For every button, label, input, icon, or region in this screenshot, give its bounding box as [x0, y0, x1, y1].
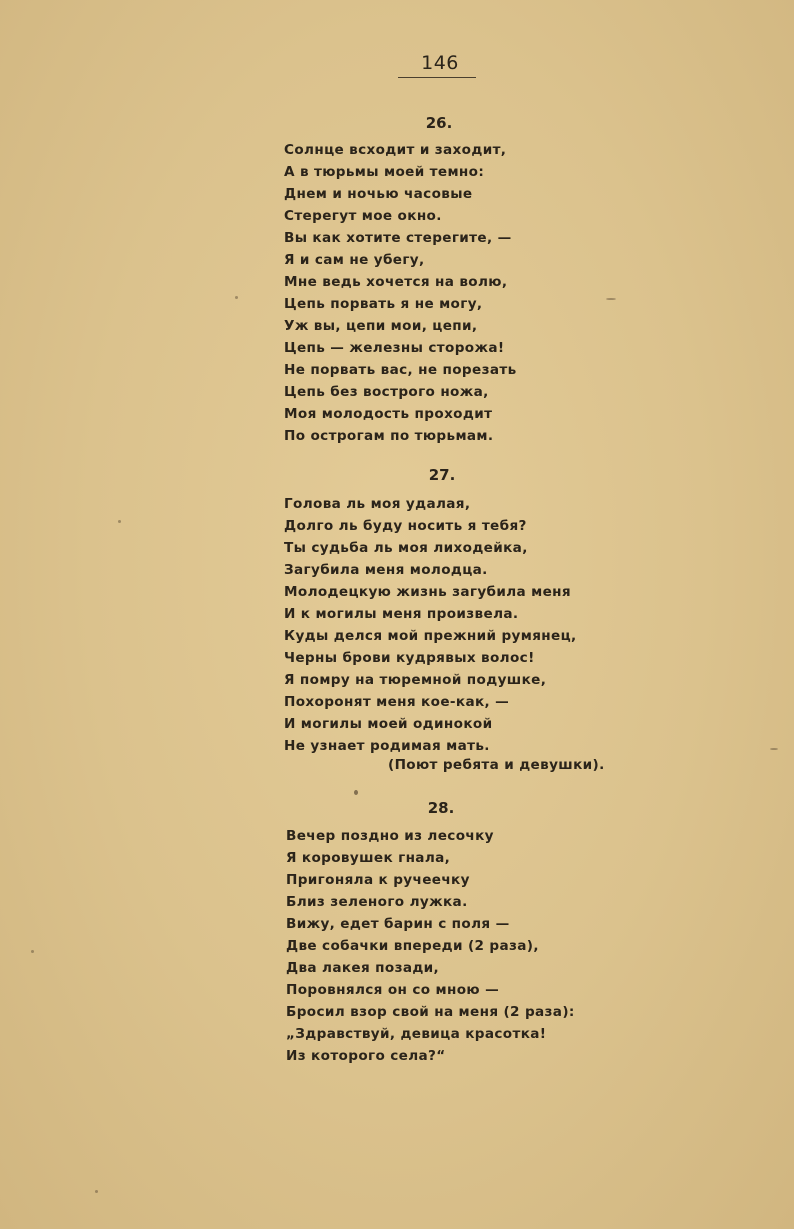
- verse-line: Вижу, едет барин с поля —: [286, 916, 510, 932]
- verse-line: Не порвать вас, не порезать: [284, 362, 517, 378]
- verse-line: Днем и ночью часовые: [284, 186, 473, 202]
- verse-line: Я коровушек гнала,: [286, 850, 451, 866]
- verse-line: И могилы моей одинокой: [284, 716, 493, 732]
- song-28-text: [286, 825, 686, 1067]
- verse-line: Загубила меня молодца.: [284, 562, 488, 578]
- page-number-rule: [398, 77, 476, 78]
- paper-speck: [95, 1190, 98, 1193]
- verse-line: Моя молодость проходит: [284, 406, 493, 422]
- verse-line: Похоронят меня кое-как, —: [284, 694, 510, 710]
- verse-line: Бросил взор свой на меня (2 раза):: [286, 1004, 575, 1020]
- verse-line: Стерегут мое окно.: [284, 208, 442, 224]
- verse-line: Мне ведь хочется на волю,: [284, 274, 508, 290]
- verse-line: Солнце всходит и заходит,: [284, 142, 507, 158]
- verse-line: Пригоняла к ручеечку: [286, 872, 470, 888]
- verse-line: Не узнает родимая мать.: [284, 738, 490, 754]
- verse-line: А в тюрьмы моей темно:: [284, 164, 485, 180]
- verse-line: Цепь без вострого ножа,: [284, 384, 489, 400]
- song-number: 26.: [425, 114, 453, 132]
- paper-speck: [118, 520, 121, 523]
- song-number: 28.: [427, 799, 455, 817]
- verse-line: Черны брови кудрявых волос!: [284, 650, 535, 666]
- song-attribution: (Поют ребята и девушки).: [388, 757, 605, 773]
- verse-line: Ты судьба ль моя лиходейка,: [284, 540, 528, 556]
- song-26-text: [284, 139, 684, 447]
- verse-line: „Здравствуй, девица красотка!: [286, 1026, 547, 1042]
- verse-line: Близ зеленого лужка.: [286, 894, 468, 910]
- verse-line: По острогам по тюрьмам.: [284, 428, 494, 444]
- paper-speck: [235, 296, 238, 299]
- verse-line: Долго ль буду носить я тебя?: [284, 518, 527, 534]
- verse-line: Молодецкую жизнь загубила меня: [284, 584, 572, 600]
- verse-line: Я помру на тюремной подушке,: [284, 672, 547, 688]
- verse-line: Вечер поздно из лесочку: [286, 828, 494, 844]
- verse-line: И к могилы меня произвела.: [284, 606, 519, 622]
- verse-line: Голова ль моя удалая,: [284, 496, 471, 512]
- verse-line: Из которого села?“: [286, 1048, 446, 1064]
- verse-line: Цепь порвать я не могу,: [284, 296, 483, 312]
- verse-line: Цепь — железны сторожа!: [284, 340, 505, 356]
- paper-speck: [354, 790, 358, 795]
- verse-line: Уж вы, цепи мои, цепи,: [284, 318, 478, 334]
- song-27-text: [284, 493, 684, 757]
- verse-line: Две собачки впереди (2 раза),: [286, 938, 539, 954]
- verse-line: Поровнялся он со мною —: [286, 982, 500, 998]
- paper-speck: [31, 950, 34, 953]
- paper-speck: [770, 748, 778, 750]
- verse-line: Куды делся мой прежний румянец,: [284, 628, 577, 644]
- verse-line: Я и сам не убегу,: [284, 252, 425, 268]
- verse-line: Вы как хотите стерегите, —: [284, 230, 512, 246]
- verse-line: Два лакея позади,: [286, 960, 440, 976]
- song-number: 27.: [428, 466, 456, 484]
- page-number: 146: [421, 52, 459, 74]
